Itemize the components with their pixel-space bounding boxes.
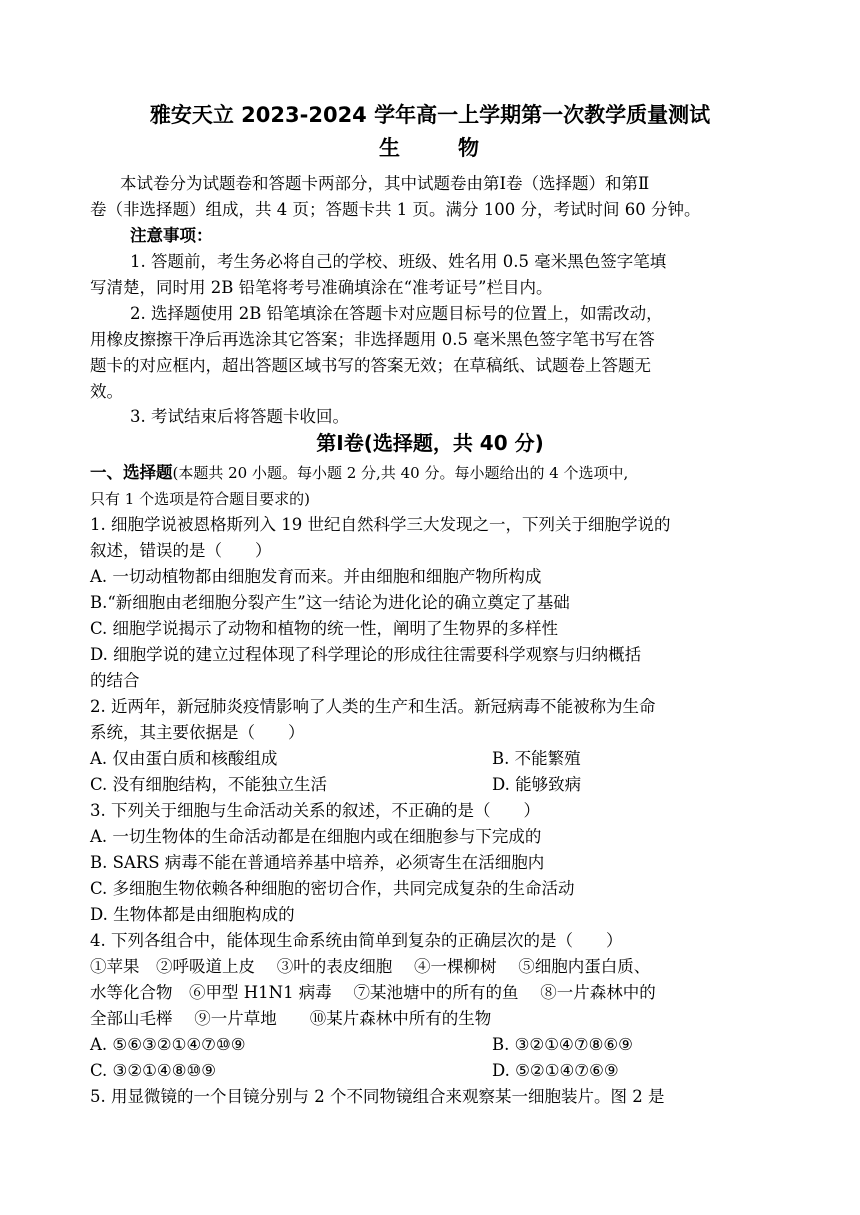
question-3-option-b: B. SARS 病毒不能在普通培养基中培养，必须寄生在活细胞内 — [90, 853, 545, 872]
notice-item-2-cont: 题卡的对应框内，超出答题区域书写的答案无效；在草稿纸、试题卷上答题无 — [90, 356, 651, 375]
question-4-option-c: C. ③②①④⑧⑩⑨ — [90, 1061, 217, 1080]
question-4-option-d: D. ⑤②①④⑦⑥⑨ — [492, 1061, 619, 1080]
subject-char-2: 物 — [458, 136, 481, 160]
notice-item-1-cont: 写清楚，同时用 2B 铅笔将考号准确填涂在“准考证号”栏目内。 — [90, 278, 553, 297]
question-3-stem: 3. 下列关于细胞与生命活动关系的叙述，不正确的是（ ） — [90, 801, 540, 820]
question-1-option-b: B.“新细胞由老细胞分裂产生”这一结论为进化论的确立奠定了基础 — [90, 593, 570, 612]
exam-title: 雅安天立 2023-2024 学年高一上学期第一次教学质量测试 — [149, 103, 711, 127]
question-2-option-d: D. 能够致病 — [492, 775, 582, 794]
intro-line: 卷（非选择题）组成，共 4 页；答题卡共 1 页。满分 100 分，考试时间 60 分钟。 — [90, 200, 701, 219]
question-2-option-c: C. 没有细胞结构，不能独立生活 — [90, 775, 328, 794]
question-2-option-a: A. 仅由蛋白质和核酸组成 — [90, 749, 278, 768]
section-description: (本题共 20 小题。每小题 2 分,共 40 分。每小题给出的 4 个选项中, — [172, 464, 629, 482]
question-1-option-c: C. 细胞学说揭示了动物和植物的统一性，阐明了生物界的多样性 — [90, 619, 559, 638]
question-4-items-cont: 水等化合物 ⑥甲型 H1N1 病毒 ⑦某池塘中的所有的鱼 ⑧一片森林中的 — [90, 983, 656, 1002]
question-4-items-cont: 全部山毛榉 ⑨一片草地 ⑩某片森林中所有的生物 — [90, 1009, 492, 1028]
subject-char-1: 生 — [379, 136, 402, 160]
notice-item-2-cont: 用橡皮擦擦干净后再选涂其它答案；非选择题用 0.5 毫米黑色签字笔书写在答 — [90, 330, 655, 349]
subject-heading — [0, 133, 860, 163]
part-1-heading: 第Ⅰ卷(选择题，共 40 分) — [316, 431, 544, 455]
question-3-option-d: D. 生物体都是由细胞构成的 — [90, 905, 295, 924]
question-4-option-b: B. ③②①④⑦⑧⑥⑨ — [492, 1035, 633, 1054]
notice-item-3: 3. 考试结束后将答题卡收回。 — [130, 407, 349, 426]
question-2-option-b: B. 不能繁殖 — [492, 749, 581, 768]
question-1-stem-cont: 叙述，错误的是（ ） — [90, 541, 272, 560]
question-2-stem: 2. 近两年，新冠肺炎疫情影响了人类的生产和生活。新冠病毒不能被称为生命 — [90, 697, 656, 716]
question-3-option-a: A. 一切生物体的生命活动都是在细胞内或在细胞参与下完成的 — [90, 827, 542, 846]
question-1-option-d-cont: 的结合 — [90, 671, 140, 690]
section-label: 一、选择题 — [90, 463, 173, 482]
notice-heading: 注意事项： — [130, 226, 213, 245]
question-3-option-c: C. 多细胞生物依赖各种细胞的密切合作，共同完成复杂的生命活动 — [90, 879, 575, 898]
question-4-items: ①苹果 ②呼吸道上皮 ③叶的表皮细胞 ④一棵柳树 ⑤细胞内蛋白质、 — [90, 957, 651, 976]
notice-item-2-cont: 效。 — [90, 382, 123, 401]
question-1-stem: 1. 细胞学说被恩格斯列入 19 世纪自然科学三大发现之一，下列关于细胞学说的 — [90, 515, 671, 534]
question-1-option-d: D. 细胞学说的建立过程体现了科学理论的形成往往需要科学观察与归纳概括 — [90, 645, 642, 664]
question-5-stem: 5. 用显微镜的一个目镜分别与 2 个不同物镜组合来观察某一细胞装片。图 2 是 — [90, 1087, 665, 1106]
section-1-heading — [90, 460, 628, 486]
notice-item-1: 1. 答题前，考生务必将自己的学校、班级、姓名用 0.5 毫米黑色签字笔填 — [130, 252, 667, 271]
notice-item-2: 2. 选择题使用 2B 铅笔填涂在答题卡对应题目标号的位置上，如需改动， — [130, 304, 663, 323]
question-4-stem: 4. 下列各组合中，能体现生命系统由简单到复杂的正确层次的是（ ） — [90, 931, 623, 950]
intro-line: 本试卷分为试题卷和答题卡两部分，其中试题卷由第Ⅰ卷（选择题）和第Ⅱ — [120, 174, 650, 193]
question-4-option-a: A. ⑤⑥③②①④⑦⑩⑨ — [90, 1035, 246, 1054]
section-description-cont: 只有 1 个选项是符合题目要求的) — [90, 490, 310, 508]
question-1-option-a: A. 一切动植物都由细胞发育而来。并由细胞和细胞产物所构成 — [90, 567, 542, 586]
question-2-stem-cont: 系统，其主要依据是（ ） — [90, 723, 305, 742]
